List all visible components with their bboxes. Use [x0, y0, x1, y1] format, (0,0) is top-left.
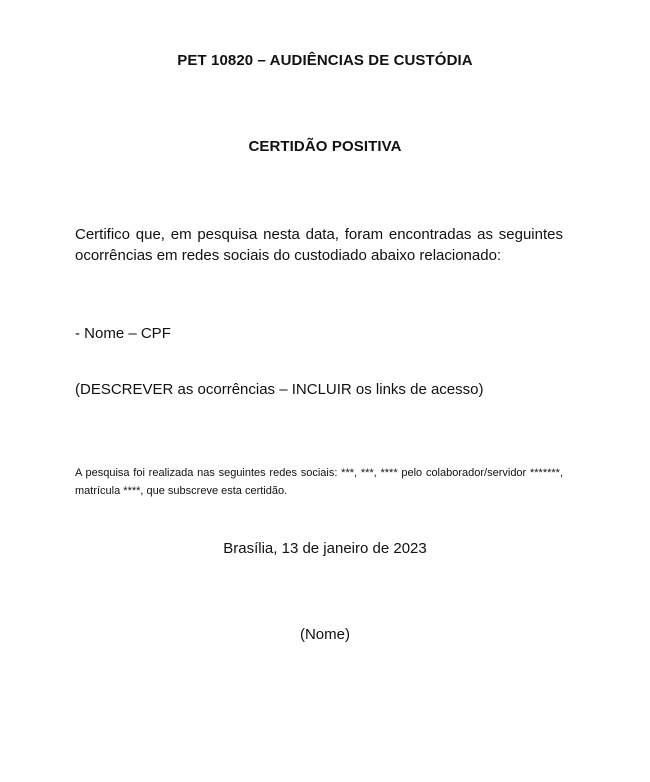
research-statement: A pesquisa foi realizada nas seguintes redes sociais: ***, ***, **** pelo colaborador/servidor *******, matrícula ****, que subscreve esta certidão. [75, 467, 563, 497]
document-header-title: PET 10820 – AUDIÊNCIAS DE CUSTÓDIA [177, 52, 473, 69]
occurrences-instruction: (DESCREVER as ocorrências – INCLUIR os links de acesso) [75, 381, 484, 398]
intro-paragraph: Certifico que, em pesquisa nesta data, foram encontradas as seguintes ocorrências em redes sociais do custodiado abaixo relacionado: [75, 226, 563, 264]
certificate-title: CERTIDÃO POSITIVA [248, 138, 402, 155]
person-name-cpf-line: - Nome – CPF [75, 325, 171, 342]
place-date: Brasília, 13 de janeiro de 2023 [223, 540, 427, 557]
signature-placeholder: (Nome) [299, 626, 350, 643]
